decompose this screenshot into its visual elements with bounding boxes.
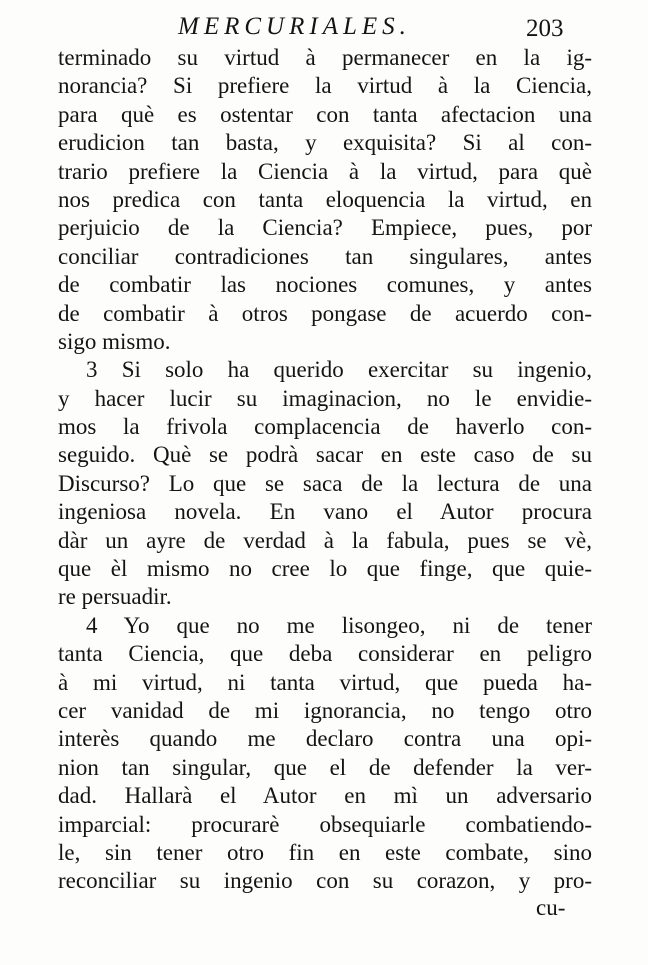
text-line: dàr un ayre de verdad à la fabula, pues se vè, [58, 527, 592, 553]
text-line: y hacer lucir su imaginacion, no le envidie- [58, 385, 592, 411]
text-line: Discurso? Lo que se saca de la lectura de una [58, 470, 592, 496]
text-line: nos predica con tanta eloquencia la virtud, en [58, 186, 592, 212]
text-line: à mi virtud, ni tanta virtud, que pueda ha- [58, 669, 592, 695]
paragraph-3 [58, 356, 592, 612]
text-line: cer vanidad de mi ignorancia, no tengo otro [58, 697, 592, 723]
body-text [58, 44, 592, 896]
text-line: trario prefiere la Ciencia à la virtud, para què [58, 158, 592, 184]
text-line: mos la frivola complacencia de haverlo con- [58, 414, 592, 440]
text-line: tanta Ciencia, que deba considerar en peligro [58, 641, 592, 667]
text-line: dad. Hallarà el Autor en mì un adversario [58, 783, 592, 809]
text-line: interès quando me declaro contra una opi- [58, 726, 592, 752]
text-line: que èl mismo no cree lo que finge, que quie- [58, 556, 592, 582]
text-line: para què es ostentar con tanta afectacion una [58, 101, 592, 127]
text-line: norancia? Si prefiere la virtud à la Ciencia, [58, 73, 592, 99]
text-line: de combatir à otros pongase de acuerdo con- [58, 300, 592, 326]
text-line: terminado su virtud à permanecer en la ig- [58, 45, 592, 70]
page-number: 203 [526, 15, 564, 42]
paragraph-4 [58, 612, 592, 896]
text-line: 3 Si solo ha querido exercitar su ingenio, [86, 357, 592, 383]
paragraph-2-continuation [58, 44, 592, 356]
text-line: nion tan singular, que el de defender la ver- [58, 754, 592, 780]
text-line: imparcial: procurarè obsequiarle combatiendo- [58, 811, 592, 837]
text-line: sigo mismo. [58, 328, 171, 354]
running-head [0, 6, 648, 46]
text-line: de combatir las nociones comunes, y antes [58, 272, 592, 298]
text-line: le, sin tener otro fin en este combate, sino [58, 839, 592, 865]
text-line: conciliar contradiciones tan singulares, antes [58, 243, 592, 269]
text-line: perjuicio de la Ciencia? Empiece, pues, por [58, 215, 592, 241]
text-line: reconciliar su ingenio con su corazon, y pro- [58, 868, 592, 894]
text-line: re persuadir. [58, 584, 172, 610]
text-line: seguido. Què se podrà sacar en este caso de su [58, 442, 592, 468]
catchword: cu- [536, 895, 566, 920]
running-title: MERCURIALES. [178, 13, 411, 40]
text-line: erudicion tan basta, y exquisita? Si al con- [58, 130, 592, 156]
text-line: 4 Yo que no me lisongeo, ni de tener [86, 612, 592, 638]
text-line: ingeniosa novela. En vano el Autor procura [58, 499, 592, 525]
